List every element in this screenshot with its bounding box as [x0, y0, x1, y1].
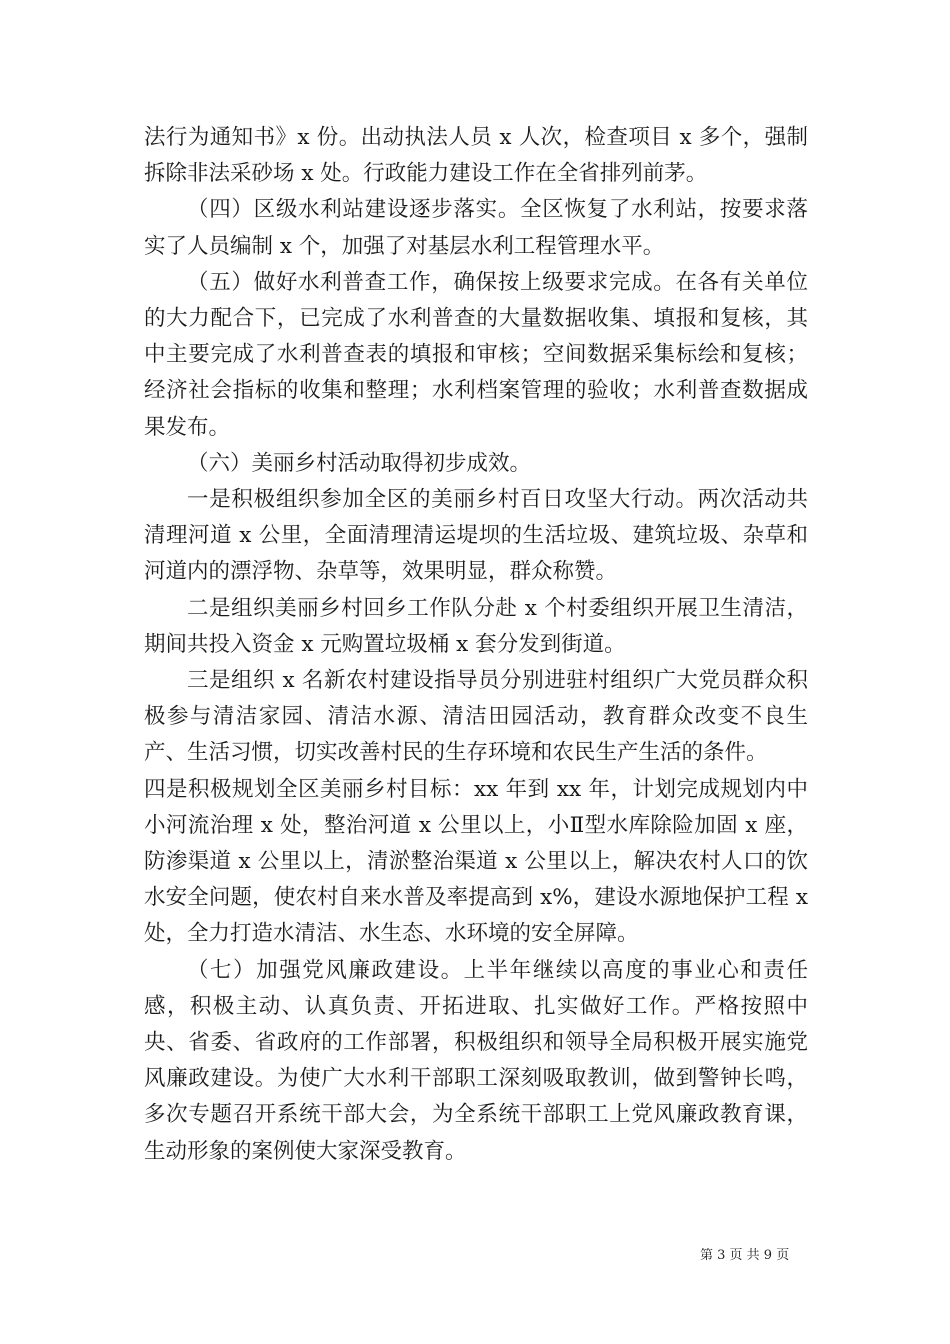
- paragraph-water-station: （四）区级水利站建设逐步落实。全区恢复了水利站，按要求落实了人员编制 x 个，加强了对基层水利工程管理水平。: [144, 197, 808, 259]
- paragraph-water-census: （五）做好水利普查工作，确保按上级要求完成。在各有关单位的大力配合下，已完成了水利普查的大量数据收集、填报和复核，其中主要完成了水利普查表的填报和审核；空间数据采集标绘和复核；经济社会指标的收集和整理；水利档案管理的验收；水利普查数据成果发布。: [144, 269, 808, 440]
- paragraph-item-three: 三是组织 x 名新农村建设指导员分别进驻村组织广大党员群众积极参与清洁家园、清洁水源、清洁田园活动，教育群众改变不良生产、生活习惯，切实改善村民的生存环境和农民生产生活的条件。: [144, 668, 808, 766]
- paragraph-item-four: 四是积极规划全区美丽乡村目标：xx 年到 xx 年，计划完成规划内中小河流治理 x 处，整治河道 x 公里以上，小Ⅱ型水库除险加固 x 座，防渗渠道 x 公里以上，清淤整治渠道 x 公里以上，解决农村人口的饮水安全问题，使农村自来水普及率提高到 x%，建设水源地保护工程 x 处，全力打造水清洁、水生态、水环境的安全屏障。: [144, 776, 808, 947]
- document-body: [144, 120, 808, 1170]
- paragraph-enforcement-continued: 法行为通知书》x 份。出动执法人员 x 人次，检查项目 x 多个，强制拆除非法采砂场 x 处。行政能力建设工作在全省排列前茅。: [144, 125, 808, 187]
- paragraph-item-two: 二是组织美丽乡村回乡工作队分赴 x 个村委组织开展卫生清洁，期间共投入资金 x 元购置垃圾桶 x 套分发到街道。: [144, 595, 808, 657]
- page-number: 第 3 页 共 9 页: [700, 1248, 790, 1263]
- paragraph-item-one: 一是积极组织参加全区的美丽乡村百日攻坚大行动。两次活动共清理河道 x 公里，全面清理清运堤坝的生活垃圾、建筑垃圾、杂草和河道内的漂浮物、杂草等，效果明显，群众称赞。: [144, 487, 808, 585]
- paragraph-party-conduct: （七）加强党风廉政建设。上半年继续以高度的事业心和责任感，积极主动、认真负责、开拓进取、扎实做好工作。严格按照中央、省委、省政府的工作部署，积极组织和领导全局积极开展实施党风廉政建设。为使广大水利干部职工深刻吸取教训，做到警钟长鸣，多次专题召开系统干部大会，为全系统干部职工上党风廉政教育课，生动形象的案例使大家深受教育。: [144, 957, 808, 1164]
- paragraph-beautiful-village-heading: （六）美丽乡村活动取得初步成效。: [187, 450, 532, 476]
